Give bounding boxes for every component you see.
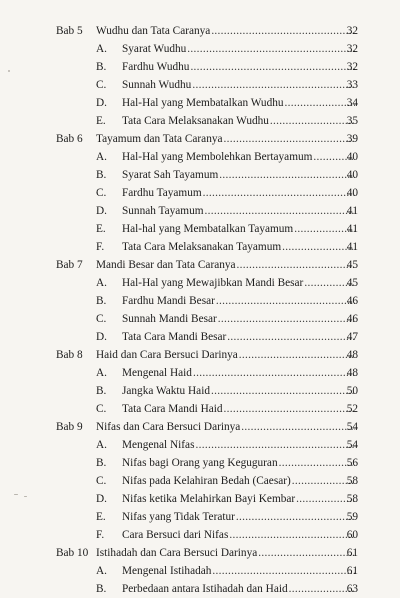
toc-entry-title: Sunnah Mandi Besar .....	[122, 310, 355, 328]
chapter-number: Bab 10	[56, 547, 89, 559]
toc-section-row	[0, 382, 400, 400]
section-letter: B.	[96, 295, 107, 307]
toc-entry-title: Wudhu dan Tata Caranya .....	[96, 22, 355, 40]
toc-entry-title: Tata Cara Mandi Besar .....	[122, 328, 355, 346]
toc-section-row	[0, 562, 400, 580]
page-number: 41	[346, 223, 358, 235]
page-number: 54	[346, 439, 358, 451]
toc-section-row	[0, 364, 400, 382]
toc-section-row	[0, 292, 400, 310]
toc-section-row	[0, 166, 400, 184]
section-letter: D.	[96, 493, 107, 505]
page-number: 58	[346, 493, 358, 505]
page-number: 41	[346, 241, 358, 253]
toc-section-row	[0, 148, 400, 166]
page-number: 45	[346, 259, 358, 271]
dot-leader	[192, 76, 355, 94]
toc-section-row	[0, 184, 400, 202]
toc-entry-title: Mandi Besar dan Tata Caranya .....	[96, 256, 355, 274]
page-number: 63	[346, 583, 358, 595]
toc-section-row	[0, 400, 400, 418]
page-number: 40	[346, 169, 358, 181]
page-number: 41	[346, 205, 358, 217]
dot-leader	[203, 184, 355, 202]
toc-entry-title: Fardhu Mandi Besar .....	[122, 292, 355, 310]
toc-entry-title: Perbedaan antara Istihadah dan Haid .....	[122, 580, 355, 598]
chapter-number: Bab 7	[56, 259, 83, 271]
toc-section-row	[0, 274, 400, 292]
page-number: 58	[346, 475, 358, 487]
toc-entry-title: Mengenal Nifas .....	[122, 436, 355, 454]
page-number: 61	[346, 547, 358, 559]
page-number: 48	[346, 367, 358, 379]
paper-speck	[14, 494, 18, 495]
page-number: 32	[346, 43, 358, 55]
toc-section-row	[0, 454, 400, 472]
chapter-number: Bab 8	[56, 349, 83, 361]
section-letter: C.	[96, 79, 107, 91]
toc-section-row	[0, 58, 400, 76]
page-number: 50	[346, 385, 358, 397]
toc-entry-title: Syarat Wudhu .....	[122, 40, 355, 58]
chapter-number: Bab 9	[56, 421, 83, 433]
toc-entry-title: Cara Bersuci dari Nifas .....	[122, 526, 355, 544]
toc-entry-title: Tata Cara Melaksanakan Tayamum .....	[122, 238, 355, 256]
toc-chapter-row	[0, 346, 400, 364]
page-number: 59	[346, 511, 358, 523]
section-letter: E.	[96, 115, 106, 127]
toc-entry-title: Nifas yang Tidak Teratur .....	[122, 508, 355, 526]
section-letter: A.	[96, 439, 107, 451]
section-letter: F.	[96, 241, 105, 253]
chapter-number: Bab 6	[56, 133, 83, 145]
toc-section-row	[0, 76, 400, 94]
toc-entry-title: Istihadah dan Cara Bersuci Darinya .....	[96, 544, 355, 562]
toc-entry-title: Tata Cara Melaksanakan Wudhu .....	[122, 112, 355, 130]
section-letter: B.	[96, 169, 107, 181]
toc-section-row	[0, 490, 400, 508]
toc-section-row	[0, 220, 400, 238]
toc-entry-title: Hal-Hal yang Membatalkan Wudhu .....	[122, 94, 355, 112]
section-letter: B.	[96, 457, 107, 469]
dot-leader	[187, 40, 355, 58]
toc-section-row	[0, 238, 400, 256]
toc-entry-title: Nifas bagi Orang yang Keguguran .....	[122, 454, 355, 472]
toc-entry-title: Mengenal Haid .....	[122, 364, 355, 382]
page-number: 33	[346, 79, 358, 91]
toc-entry-title: Fardhu Wudhu .....	[122, 58, 355, 76]
toc-section-row	[0, 40, 400, 58]
dot-leader	[211, 22, 355, 40]
toc-section-row	[0, 508, 400, 526]
page-number: 39	[346, 133, 358, 145]
dot-leader	[216, 292, 355, 310]
dot-leader	[190, 58, 355, 76]
section-letter: F.	[96, 529, 105, 541]
toc-entry-title: Hal-Hal yang Mewajibkan Mandi Besar .....	[122, 274, 355, 292]
dot-leader	[205, 202, 355, 220]
section-letter: C.	[96, 187, 107, 199]
toc-chapter-row	[0, 256, 400, 274]
dot-leader	[193, 364, 355, 382]
section-letter: E.	[96, 511, 106, 523]
page-number: 47	[346, 331, 358, 343]
toc-entry-title: Sunnah Tayamum .....	[122, 202, 355, 220]
page-number: 35	[346, 115, 358, 127]
section-letter: A.	[96, 367, 107, 379]
paper-speck	[8, 70, 10, 72]
section-letter: A.	[96, 43, 107, 55]
page-number: 40	[346, 151, 358, 163]
toc-entry-title: Tata Cara Mandi Haid .....	[122, 400, 355, 418]
toc-entry-title: Nifas ketika Melahirkan Bayi Kembar .....	[122, 490, 355, 508]
dot-leader	[212, 562, 355, 580]
dot-leader	[218, 310, 355, 328]
toc-chapter-row	[0, 130, 400, 148]
toc-section-row	[0, 526, 400, 544]
toc-section-row	[0, 310, 400, 328]
page-number: 56	[346, 457, 358, 469]
page-number: 46	[346, 295, 358, 307]
section-letter: B.	[96, 583, 107, 595]
page-number: 61	[346, 565, 358, 577]
page-number: 32	[346, 25, 358, 37]
toc-section-row	[0, 112, 400, 130]
toc-chapter-row	[0, 544, 400, 562]
page-number: 32	[346, 61, 358, 73]
section-letter: B.	[96, 385, 107, 397]
toc-section-row	[0, 580, 400, 598]
dot-leader	[195, 436, 355, 454]
toc-entry-title: Sunnah Wudhu .....	[122, 76, 355, 94]
section-letter: A.	[96, 151, 107, 163]
toc-section-row	[0, 202, 400, 220]
page-number: 40	[346, 187, 358, 199]
page-number: 54	[346, 421, 358, 433]
toc-entry-title: Jangka Waktu Haid .....	[122, 382, 355, 400]
toc-section-row	[0, 328, 400, 346]
toc-entry-title: Hal-Hal yang Membolehkan Bertayamum .....	[122, 148, 355, 166]
page-number: 52	[346, 403, 358, 415]
toc-entry-title: Hal-hal yang Membatalkan Tayamum .....	[122, 220, 355, 238]
section-letter: C.	[96, 313, 107, 325]
page-number: 60	[346, 529, 358, 541]
toc-chapter-row	[0, 22, 400, 40]
toc-entry-title: Syarat Sah Tayamum .....	[122, 166, 355, 184]
chapter-number: Bab 5	[56, 25, 83, 37]
section-letter: A.	[96, 277, 107, 289]
section-letter: C.	[96, 403, 107, 415]
toc-entry-title: Mengenal Istihadah .....	[122, 562, 355, 580]
toc-entry-title: Haid dan Cara Bersuci Darinya .....	[96, 346, 355, 364]
dot-leader	[219, 166, 355, 184]
dot-leader	[211, 382, 355, 400]
page-number: 46	[346, 313, 358, 325]
toc-section-row	[0, 472, 400, 490]
toc-section-row	[0, 436, 400, 454]
toc-chapter-row	[0, 418, 400, 436]
paper-speck	[24, 496, 27, 497]
section-letter: B.	[96, 61, 107, 73]
page-number: 45	[346, 277, 358, 289]
section-letter: E.	[96, 223, 106, 235]
page-number: 34	[346, 97, 358, 109]
section-letter: C.	[96, 475, 107, 487]
section-letter: D.	[96, 97, 107, 109]
toc-entry-title: Nifas dan Cara Bersuci Darinya .....	[96, 418, 355, 436]
page-number: 48	[346, 349, 358, 361]
section-letter: A.	[96, 565, 107, 577]
toc-entry-title: Tayamum dan Tata Caranya .....	[96, 130, 355, 148]
toc-section-row	[0, 94, 400, 112]
toc-entry-title: Nifas pada Kelahiran Bedah (Caesar) .....	[122, 472, 355, 490]
toc-entry-title: Fardhu Tayamum .....	[122, 184, 355, 202]
section-letter: D.	[96, 331, 107, 343]
section-letter: D.	[96, 205, 107, 217]
